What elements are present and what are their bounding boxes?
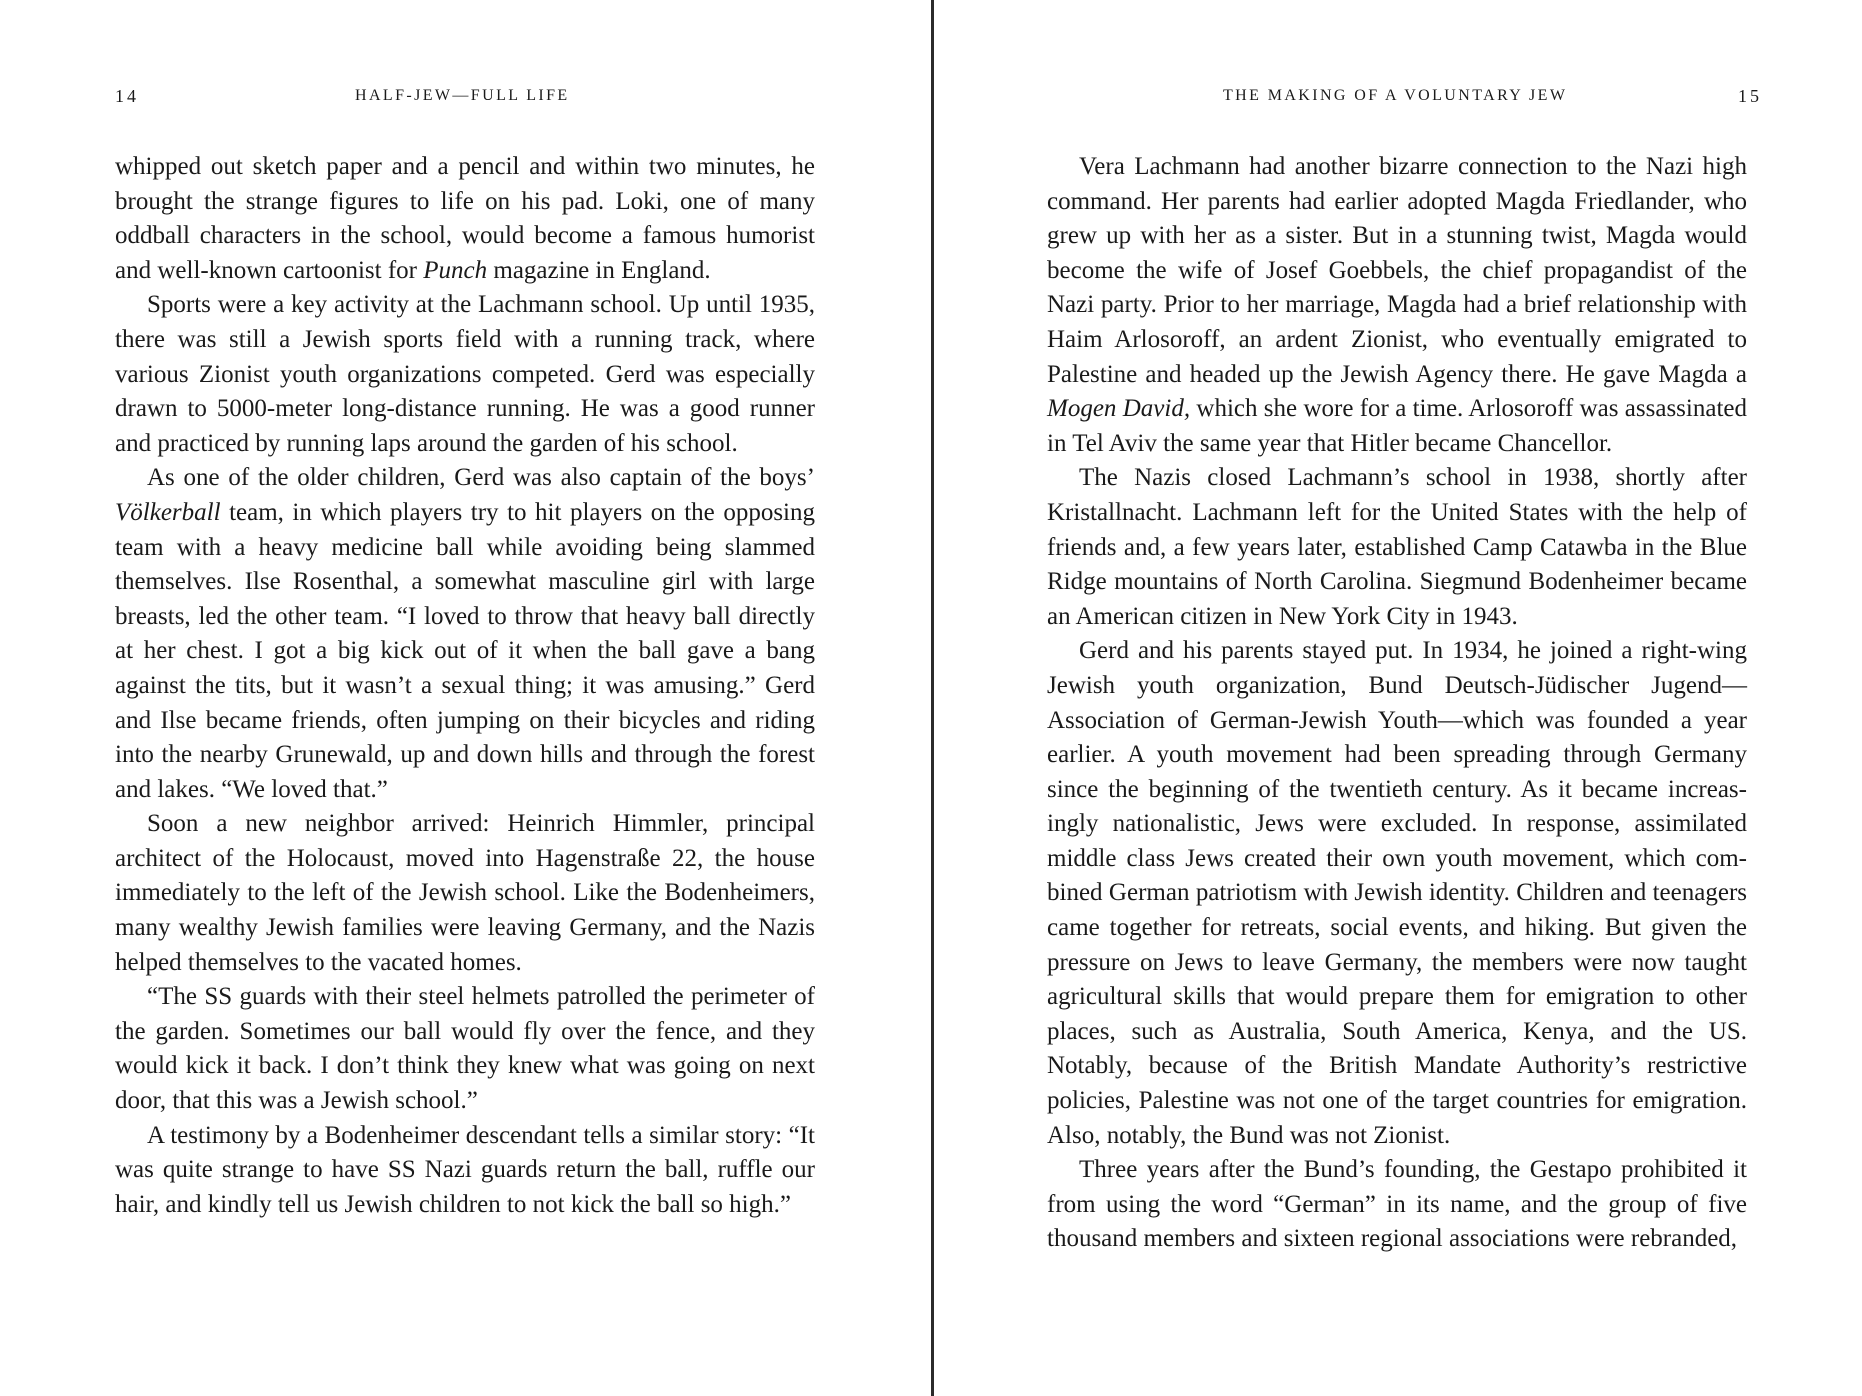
- italic-term: Völkerball: [115, 498, 221, 526]
- paragraph: As one of the older children, Gerd was also captain of the boys’ Völkerball team, in which players try to hit players on the opposing team with a heavy medicine ball while avoiding being slammed themselves. Ilse Rosenthal, a somewhat masculine girl with large breasts, led the other team. “I loved to throw that heavy ball directly at her chest. I got a big kick out of it when the ball gave a bang against the tits, but it wasn’t a sexual thing; it was amusing.” Gerd and Ilse became friends, often jumping on their bicycles and riding into the nearby Grunewald, up and down hills and through the forest and lakes. “We loved that.”: [115, 464, 815, 803]
- italic-term: Mogen David,: [1047, 395, 1191, 423]
- page-number: 15: [1738, 86, 1762, 106]
- paragraph: Gerd and his parents stayed put. In 1934, he joined a right-wing Jewish youth organization, Bund Deutsch-Jüdischer Jugend—Association of German-Jewish Youth—which was founded a year earlier. A youth movement had been spreading through Germany since the beginning of the twentieth century. As it became increasingly nationalistic, Jews were excluded. In response, assimilated middle class Jews created their own youth movement, which combined German patriotism with Jewish identity. Children and teenagers came together for retreats, social events, and hiking. But given the pressure on Jews to leave Germany, the members were now taught agricultural skills that would prepare them for emigration to other places, such as Australia, South America, Kenya, and the US. Notably, because of the British Mandate Authority’s restrictive policies, Palestine was not one of the target countries for emigration. Also, notably, the Bund was not Zionist.: [1047, 637, 1747, 1149]
- paragraph: Sports were a key activity at the Lachmann school. Up until 1935, there was still a Jewish sports field with a running track, where various Zionist youth organizations competed. Gerd was especially drawn to 5000-meter long-distance running. He was a good runner and practiced by running laps around the garden of his school.: [115, 291, 815, 457]
- paragraph: The Nazis closed Lachmann’s school in 1938, shortly after Kristallnacht. Lachmann left for the United States with the help of friends and, a few years later, established Camp Catawba in the Blue Ridge mountains of North Carolina. Siegmund Bodenheimer became an American citizen in New York City in 1943.: [1047, 464, 1747, 630]
- paragraph: Vera Lachmann had another bizarre connection to the Nazi high command. Her parents had earlier adopted Magda Friedlander, who grew up with her as a sister. But in a stunning twist, Magda would become the wife of Josef Goebbels, the chief propagandist of the Nazi party. Prior to her marriage, Magda had a brief relationship with Haim Arlosoroff, an ardent Zionist, who eventually emigrated to Palestine and headed up the Jewish Agency there. He gave Magda a Mogen David, which she wore for a time. Arlosoroff was assassinated in Tel Aviv the same year that Hitler became Chancellor.: [1047, 153, 1747, 457]
- left-page: [0, 0, 930, 1396]
- paragraph: “The SS guards with their steel helmets patrolled the perimeter of the garden. Sometimes our ball would fly over the fence, and they would kick it back. I don’t think they knew what was going on next door, that this was a Jewish school.”: [115, 983, 815, 1115]
- paragraph: Three years after the Bund’s founding, the Gestapo prohibited it from using the word “German” in its name, and the group of five thousand members and sixteen regional associations were rebranded,: [1047, 1156, 1747, 1253]
- paragraph: whipped out sketch paper and a pencil and within two minutes, he brought the strange figures to life on his pad. Loki, one of many oddball characters in the school, would become a famous humorist and well-known cartoonist for Punch magazine in England.: [115, 153, 815, 284]
- page-number: 14: [115, 86, 139, 106]
- right-page: [935, 0, 1862, 1396]
- running-head: THE MAKING OF A VOLUNTARY JEW: [1223, 87, 1568, 104]
- running-head: HALF-JEW—FULL LIFE: [355, 87, 570, 104]
- italic-term: Punch: [423, 256, 488, 284]
- paragraph: A testimony by a Bodenheimer descendant tells a similar story: “It was quite strange to have SS Nazi guards return the ball, ruffle our hair, and kindly tell us Jewish children to not kick the ball so high.”: [115, 1121, 815, 1218]
- body-text: [115, 150, 815, 1222]
- paragraph: Soon a new neighbor arrived: Heinrich Himmler, principal architect of the Holocaust, moved into Hagenstraße 22, the house immediately to the left of the Jewish school. Like the Bodenheimers, many wealthy Jewish families were leaving Germany, and the Nazis helped themselves to the vacated homes.: [115, 810, 815, 976]
- body-text: [1047, 150, 1747, 1257]
- page-gutter-divider: [931, 0, 934, 1396]
